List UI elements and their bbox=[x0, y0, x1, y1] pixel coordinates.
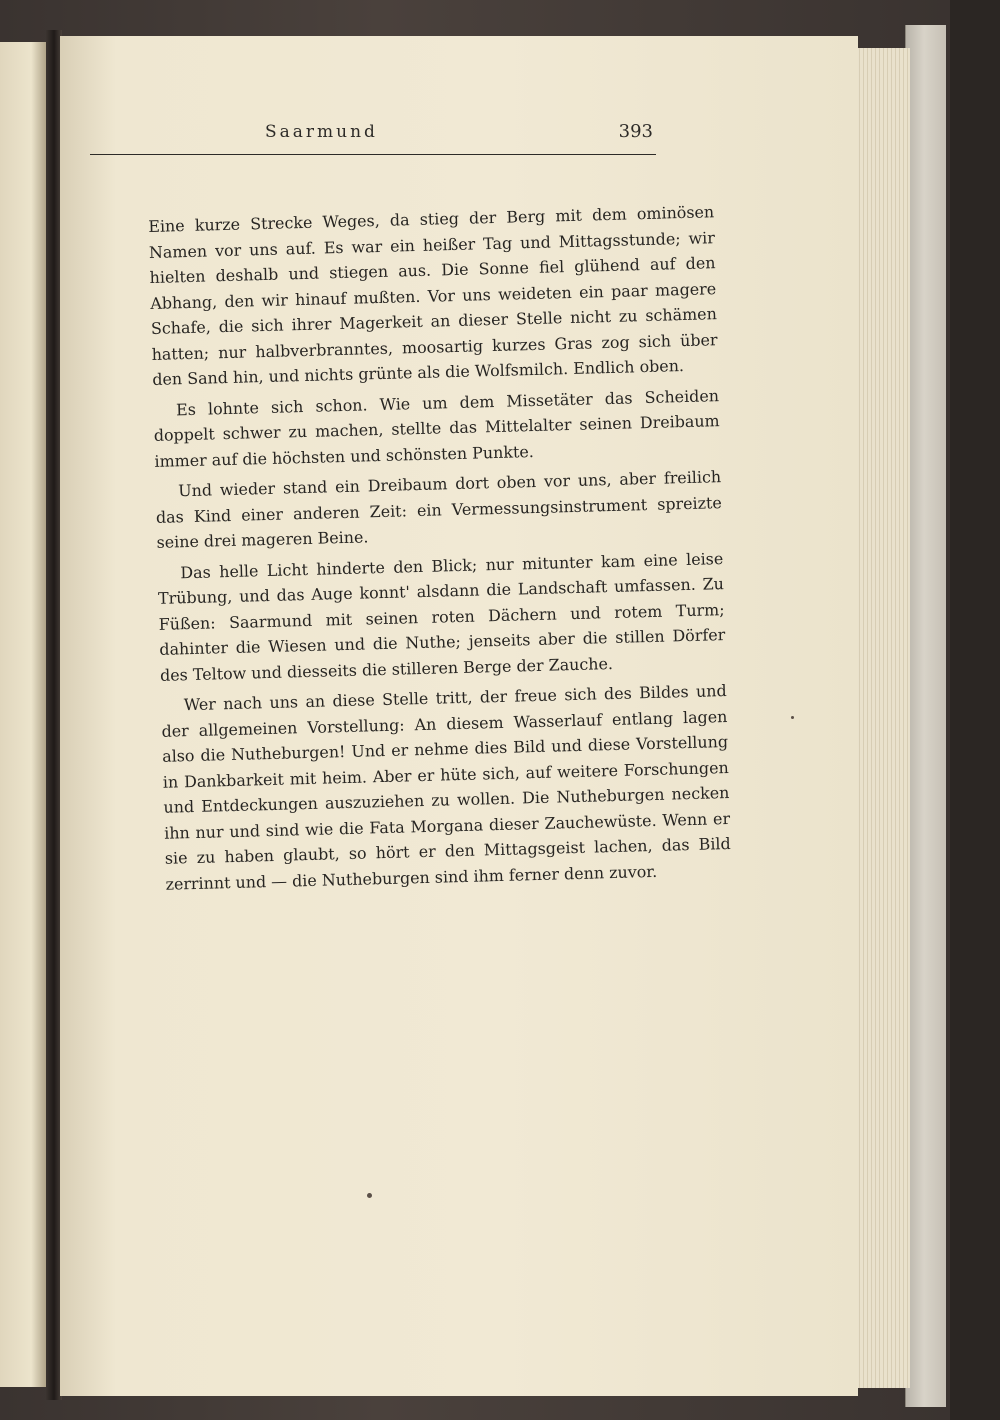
paragraph-2: Es lohnte sich schon. Wie um dem Missetäter das Scheiden doppelt schwer zu machen, stellte das Mittelalter seinen Dreibaum immer auf die höchsten und schönsten Punkte. bbox=[153, 385, 720, 471]
paragraph-4: Das helle Licht hinderte den Blick; nur mitunter kam eine leise Trübung, und das Auge konnt' alsdann die Landschaft umfassen. Zu Füßen: Saarmund mit seinen roten Dächern und rotem Turm; dahinter die Wiesen und die Nuthe; jenseits aber die stillen Dörfer des Teltow und diesseits die stilleren Berge der Zauche. bbox=[157, 548, 726, 685]
page-number: 393 bbox=[618, 121, 653, 142]
dust-speck bbox=[791, 716, 794, 719]
paragraph-5: Wer nach uns an diese Stelle tritt, der freue sich des Bildes und der allgemeinen Vorstellung: An diesem Wasserlauf entlang lagen also die Nutheburgen! Und er nehme dies Bild und diese Vorstellung in Dankbarkeit mit heim. Aber er hüte sich, auf weitere Forschungen und Entdeckungen auszuziehen zu wollen. Die Nutheburgen necken ihn nur und sind wie die Fata Morgana dieser Zauchewüste. Wenn er sie zu haben glaubt, so hört er den Mittagsgeist lachen, das Bild zerrinnt und — die Nutheburgen sind ihm ferner denn zuvor. bbox=[161, 681, 731, 894]
paragraph-1: Eine kurze Strecke Weges, da stieg der Berg mit dem ominösen Namen vor uns auf. Es war ein heißer Tag und Mittagsstunde; wir hielten deshalb und stiegen aus. Die Sonne fiel glühend auf den Abhang, den wir hinauf mußten. Vor uns weideten ein paar magere Schafe, die sich ihrer Magerkeit an dieser Stelle nicht zu schämen hatten; nur halbverbranntes, moosartig kurzes Gras zog sich über den Sand hin, und nichts grünte als die Wolfsmilch. Endlich oben. bbox=[148, 202, 718, 389]
cover-board-edge bbox=[905, 25, 946, 1407]
header-rule bbox=[90, 154, 656, 155]
running-head-title: Saarmund bbox=[265, 122, 378, 142]
paragraph-3: Und wieder stand ein Dreibaum dort oben vor uns, aber freilich das Kind einer anderen Zeit: ein Vermessungsinstrument spreizte seine drei mageren Beine. bbox=[155, 467, 722, 552]
running-head bbox=[80, 121, 663, 161]
left-page-edge bbox=[0, 42, 48, 1387]
page-stack-edge bbox=[852, 48, 910, 1388]
dust-speck bbox=[367, 1193, 372, 1198]
body-text bbox=[148, 199, 732, 902]
